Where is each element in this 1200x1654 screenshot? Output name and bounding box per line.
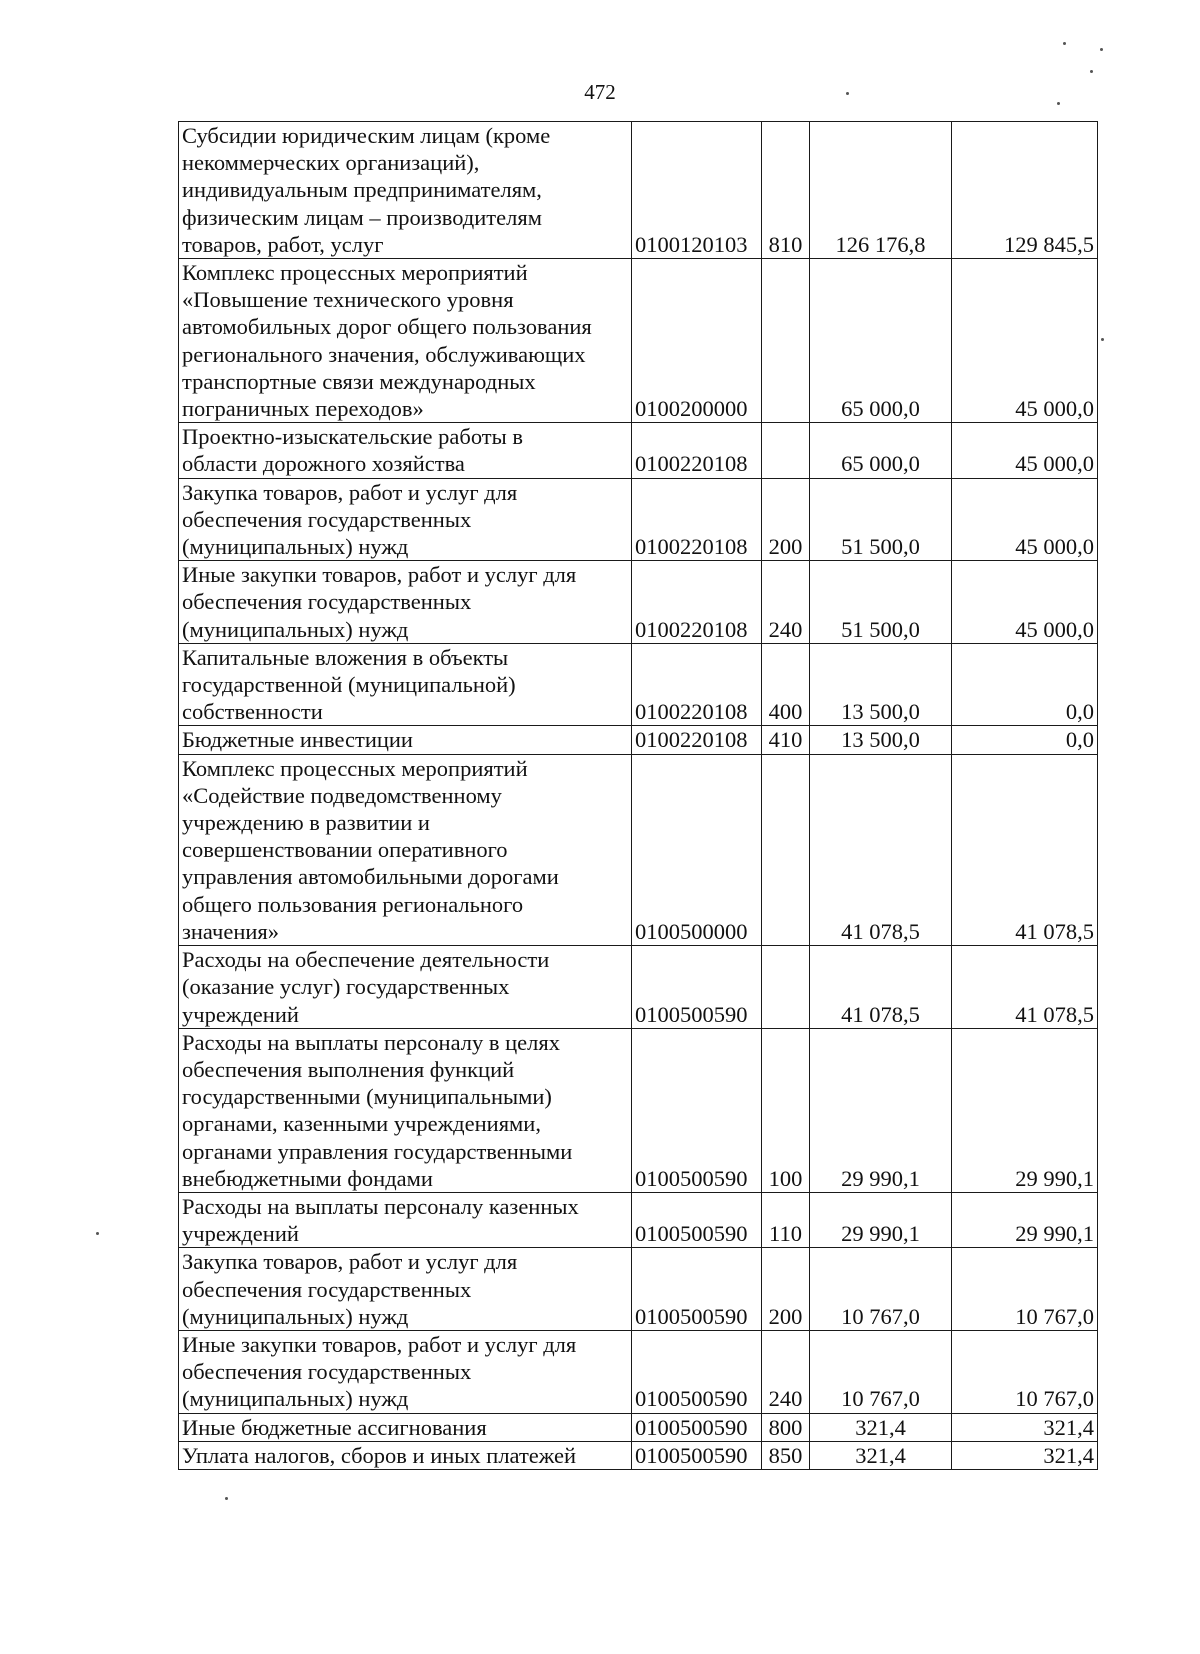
item-name-line: Закупка товаров, работ и услуг для (182, 1249, 518, 1275)
expense-type-cell (762, 754, 810, 945)
item-name-line: обеспечения государственных (182, 589, 472, 615)
item-name-line: Закупка товаров, работ и услуг для (182, 479, 518, 505)
expense-type-cell: 800 (762, 1413, 810, 1441)
item-name-line: Субсидии юридическим лицам (кроме (182, 123, 551, 148)
item-name-line: (оказание услуг) государственных (182, 974, 510, 1000)
amount-year1-cell: 10 767,0 (810, 1330, 952, 1413)
item-name-line: учреждений (182, 1001, 299, 1027)
table-row (179, 1441, 1098, 1469)
item-name-line: (муниципальных) нужд (182, 534, 409, 560)
table-row (179, 478, 1098, 561)
item-name-cell (179, 1413, 632, 1441)
scan-speck (846, 92, 849, 95)
amount-year2-cell: 29 990,1 (952, 1028, 1098, 1192)
item-name-line: учреждений (182, 1221, 299, 1247)
amount-year1-cell: 321,4 (810, 1441, 952, 1469)
item-name-line: органами управления государственными (182, 1138, 573, 1164)
item-name-line: значения» (182, 918, 279, 944)
item-name-line: обеспечения государственных (182, 506, 472, 532)
item-name-line: Уплата налогов, сборов и иных платежей (182, 1442, 577, 1468)
expense-type-cell: 200 (762, 478, 810, 561)
item-name-line: Комплекс процессных мероприятий (182, 260, 528, 286)
item-name-line: Расходы на выплаты персоналу в целях (182, 1029, 560, 1055)
table-row (179, 1330, 1098, 1413)
expense-type-cell: 850 (762, 1441, 810, 1469)
budget-table (178, 121, 1098, 1470)
item-name-line: государственными (муниципальными) (182, 1084, 552, 1110)
amount-year1-cell: 321,4 (810, 1413, 952, 1441)
expense-type-cell: 810 (762, 122, 810, 259)
amount-year1-cell: 126 176,8 (810, 122, 952, 259)
item-name-cell (179, 946, 632, 1029)
amount-year2-cell: 45 000,0 (952, 259, 1098, 423)
scan-speck (1063, 42, 1066, 45)
expense-type-cell: 240 (762, 561, 810, 644)
table-row (179, 754, 1098, 945)
amount-year2-cell: 129 845,5 (952, 122, 1098, 259)
amount-year1-cell: 13 500,0 (810, 643, 952, 726)
page-number: 472 (584, 80, 616, 104)
item-name-line: некоммерческих организаций), (182, 150, 480, 176)
item-name-cell (179, 122, 632, 259)
table-row (179, 561, 1098, 644)
expense-type-cell: 410 (762, 726, 810, 754)
item-name-line: (муниципальных) нужд (182, 616, 409, 642)
item-name-line: регионального значения, обслуживающих (182, 341, 586, 367)
item-name-line: товаров, работ, услуг (182, 231, 384, 257)
csr-code-cell: 0100500590 (632, 1413, 762, 1441)
item-name-cell (179, 561, 632, 644)
amount-year2-cell: 10 767,0 (952, 1330, 1098, 1413)
table-row (179, 1248, 1098, 1331)
scan-speck (225, 1497, 228, 1500)
item-name-line: Иные закупки товаров, работ и услуг для (182, 1331, 577, 1357)
item-name-line: обеспечения государственных (182, 1359, 472, 1385)
table-row (179, 1192, 1098, 1247)
item-name-line: автомобильных дорог общего пользования (182, 314, 592, 340)
expense-type-cell: 240 (762, 1330, 810, 1413)
csr-code-cell: 0100200000 (632, 259, 762, 423)
csr-code-cell: 0100500000 (632, 754, 762, 945)
csr-code-cell: 0100220108 (632, 478, 762, 561)
item-name-line: «Повышение технического уровня (182, 287, 514, 313)
table-row (179, 122, 1098, 259)
item-name-line: (муниципальных) нужд (182, 1303, 409, 1329)
csr-code-cell: 0100220108 (632, 423, 762, 478)
amount-year2-cell: 45 000,0 (952, 423, 1098, 478)
table-row (179, 946, 1098, 1029)
item-name-line: Иные бюджетные ассигнования (182, 1414, 487, 1440)
item-name-cell (179, 726, 632, 754)
csr-code-cell: 0100500590 (632, 1441, 762, 1469)
csr-code-cell: 0100500590 (632, 1330, 762, 1413)
amount-year1-cell: 13 500,0 (810, 726, 952, 754)
item-name-line: Расходы на обеспечение деятельности (182, 947, 550, 973)
csr-code-cell: 0100220108 (632, 726, 762, 754)
item-name-line: Капитальные вложения в объекты (182, 644, 509, 670)
item-name-line: совершенствовании оперативного (182, 837, 508, 863)
csr-code-cell: 0100220108 (632, 643, 762, 726)
amount-year2-cell: 45 000,0 (952, 561, 1098, 644)
item-name-line: учреждению в развитии и (182, 810, 430, 836)
amount-year1-cell: 29 990,1 (810, 1028, 952, 1192)
item-name-line: общего пользования регионального (182, 891, 524, 917)
item-name-line: собственности (182, 699, 323, 725)
expense-type-cell (762, 259, 810, 423)
amount-year1-cell: 41 078,5 (810, 754, 952, 945)
item-name-cell (179, 1441, 632, 1469)
table-row (179, 1413, 1098, 1441)
item-name-cell (179, 1192, 632, 1247)
amount-year2-cell: 0,0 (952, 643, 1098, 726)
item-name-line: Комплекс процессных мероприятий (182, 755, 528, 781)
table-row (179, 1028, 1098, 1192)
amount-year2-cell: 29 990,1 (952, 1192, 1098, 1247)
table-row (179, 423, 1098, 478)
item-name-line: транспортные связи международных (182, 368, 536, 394)
amount-year2-cell: 321,4 (952, 1413, 1098, 1441)
item-name-line: индивидуальным предпринимателям, (182, 177, 542, 203)
scan-speck (1057, 102, 1060, 105)
item-name-cell (179, 1028, 632, 1192)
scan-speck (96, 1232, 99, 1235)
item-name-cell (179, 423, 632, 478)
budget-table-body (179, 122, 1098, 1470)
amount-year1-cell: 10 767,0 (810, 1248, 952, 1331)
amount-year1-cell: 51 500,0 (810, 561, 952, 644)
item-name-line: органами, казенными учреждениями, (182, 1111, 541, 1137)
amount-year1-cell: 41 078,5 (810, 946, 952, 1029)
scan-speck (1100, 48, 1103, 51)
expense-type-cell: 400 (762, 643, 810, 726)
item-name-line: «Содействие подведомственному (182, 782, 502, 808)
amount-year1-cell: 65 000,0 (810, 423, 952, 478)
table-row (179, 643, 1098, 726)
amount-year1-cell: 29 990,1 (810, 1192, 952, 1247)
item-name-line: пограничных переходов» (182, 396, 424, 422)
csr-code-cell: 0100500590 (632, 1248, 762, 1331)
amount-year2-cell: 10 767,0 (952, 1248, 1098, 1331)
expense-type-cell: 100 (762, 1028, 810, 1192)
item-name-line: управления автомобильными дорогами (182, 864, 559, 890)
amount-year2-cell: 41 078,5 (952, 754, 1098, 945)
item-name-line: (муниципальных) нужд (182, 1386, 409, 1412)
amount-year2-cell: 0,0 (952, 726, 1098, 754)
item-name-line: области дорожного хозяйства (182, 451, 465, 477)
expense-type-cell: 110 (762, 1192, 810, 1247)
item-name-line: обеспечения выполнения функций (182, 1056, 515, 1082)
amount-year1-cell: 51 500,0 (810, 478, 952, 561)
csr-code-cell: 0100120103 (632, 122, 762, 259)
amount-year2-cell: 41 078,5 (952, 946, 1098, 1029)
item-name-line: Иные закупки товаров, работ и услуг для (182, 562, 577, 588)
item-name-line: физическим лицам – производителям (182, 204, 542, 230)
scan-speck (1101, 338, 1104, 341)
amount-year2-cell: 45 000,0 (952, 478, 1098, 561)
item-name-line: Расходы на выплаты персоналу казенных (182, 1193, 579, 1219)
item-name-line: внебюджетными фондами (182, 1165, 433, 1191)
item-name-cell (179, 1248, 632, 1331)
item-name-line: Бюджетные инвестиции (182, 727, 413, 753)
amount-year2-cell: 321,4 (952, 1441, 1098, 1469)
csr-code-cell: 0100500590 (632, 1192, 762, 1247)
item-name-line: государственной (муниципальной) (182, 672, 516, 698)
amount-year1-cell: 65 000,0 (810, 259, 952, 423)
csr-code-cell: 0100220108 (632, 561, 762, 644)
csr-code-cell: 0100500590 (632, 946, 762, 1029)
expense-type-cell (762, 946, 810, 1029)
csr-code-cell: 0100500590 (632, 1028, 762, 1192)
item-name-line: Проектно-изыскательские работы в (182, 424, 524, 450)
scan-speck (1090, 70, 1093, 73)
item-name-cell (179, 754, 632, 945)
expense-type-cell: 200 (762, 1248, 810, 1331)
item-name-cell (179, 1330, 632, 1413)
item-name-cell (179, 259, 632, 423)
expense-type-cell (762, 423, 810, 478)
item-name-cell (179, 643, 632, 726)
table-row (179, 259, 1098, 423)
item-name-cell (179, 478, 632, 561)
table-row (179, 726, 1098, 754)
item-name-line: обеспечения государственных (182, 1276, 472, 1302)
